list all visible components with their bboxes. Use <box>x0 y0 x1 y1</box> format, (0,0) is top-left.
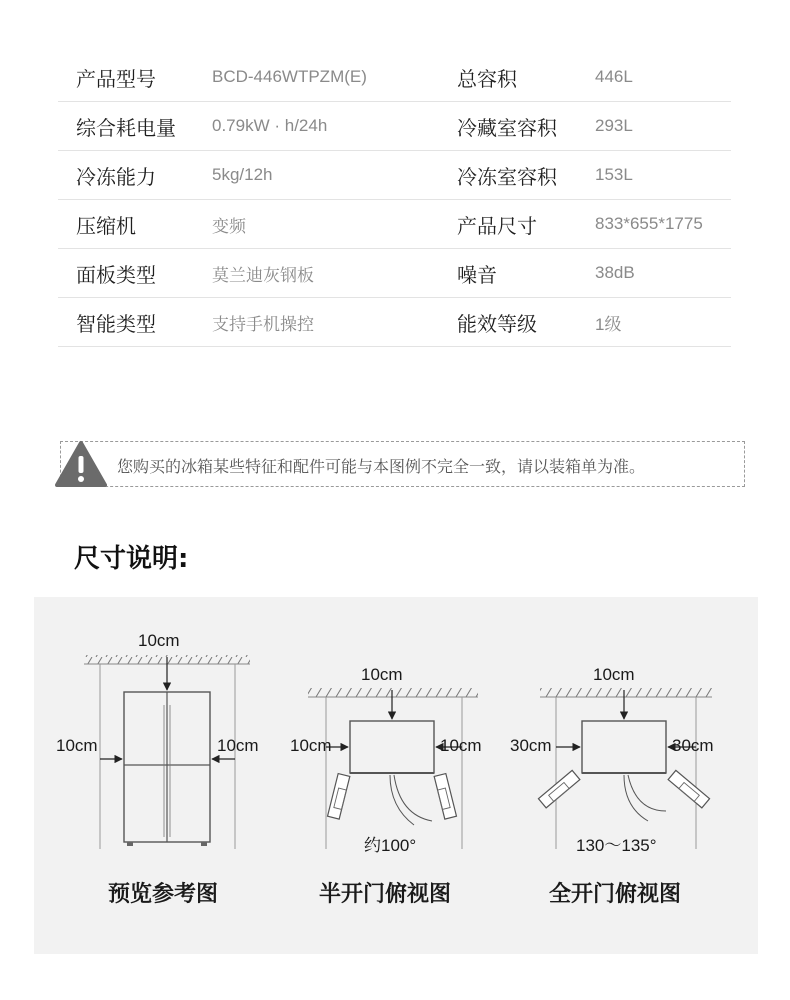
spec-value: BCD-446WTPZM(E) <box>212 67 367 86</box>
warning-icon <box>55 440 107 488</box>
notice-text: 您购买的冰箱某些特征和配件可能与本图例不完全一致，请以装箱单为准。 <box>117 457 646 476</box>
spec-label: 冷藏室容积 <box>457 115 557 140</box>
spec-value: 833*655*1775 <box>595 214 703 233</box>
spec-label: 产品型号 <box>76 66 156 91</box>
spec-label: 面板类型 <box>76 262 156 287</box>
spec-label: 综合耗电量 <box>76 115 176 140</box>
spec-value: 38dB <box>595 263 635 282</box>
spec-table <box>58 53 731 347</box>
spec-value: 293L <box>595 116 633 135</box>
full-open-caption: 全开门俯视图 <box>549 882 682 907</box>
spec-value: 5kg/12h <box>212 165 273 184</box>
spec-label: 产品尺寸 <box>457 213 537 238</box>
half-open-caption: 半开门俯视图 <box>319 882 452 907</box>
half-open-left-label: 10cm <box>290 736 332 755</box>
full-open-left-label: 30cm <box>510 736 552 755</box>
half-open-angle-label: 约100° <box>364 836 417 855</box>
spec-label: 总容积 <box>457 66 517 91</box>
spec-value: 莫兰迪灰钢板 <box>212 265 314 285</box>
spec-value: 153L <box>595 165 633 184</box>
spec-value: 0.79kW · h/24h <box>212 116 328 135</box>
full-open-angle-label: 130～135° <box>576 836 657 855</box>
spec-value: 1级 <box>595 314 622 334</box>
spec-label: 智能类型 <box>76 311 156 336</box>
spec-label: 冷冻室容积 <box>457 164 557 189</box>
dimensions-diagram-panel <box>34 597 758 954</box>
section-title: 尺寸说明: <box>74 544 189 574</box>
spec-value: 变频 <box>212 216 246 236</box>
preview-left-label: 10cm <box>56 736 98 755</box>
half-open-top-label: 10cm <box>361 665 403 684</box>
spec-row <box>58 200 731 249</box>
spec-row <box>58 151 731 200</box>
spec-label: 能效等级 <box>457 311 537 336</box>
spec-row <box>58 298 731 347</box>
half-open-right-label: 10cm <box>440 736 482 755</box>
preview-top-label: 10cm <box>138 631 180 650</box>
notice-box <box>60 441 745 487</box>
spec-row <box>58 249 731 298</box>
spec-value: 支持手机操控 <box>212 314 314 334</box>
full-open-top-label: 10cm <box>593 665 635 684</box>
full-open-diagram <box>510 665 714 855</box>
preview-diagram <box>56 631 259 849</box>
preview-caption: 预览参考图 <box>108 882 219 907</box>
spec-value: 446L <box>595 67 633 86</box>
spec-row <box>58 53 731 102</box>
spec-row <box>58 102 731 151</box>
full-open-right-label: 30cm <box>672 736 714 755</box>
preview-right-label: 10cm <box>217 736 259 755</box>
spec-label: 压缩机 <box>76 213 136 238</box>
spec-label: 噪音 <box>457 262 497 287</box>
half-open-diagram <box>290 665 482 855</box>
spec-label: 冷冻能力 <box>76 164 156 189</box>
